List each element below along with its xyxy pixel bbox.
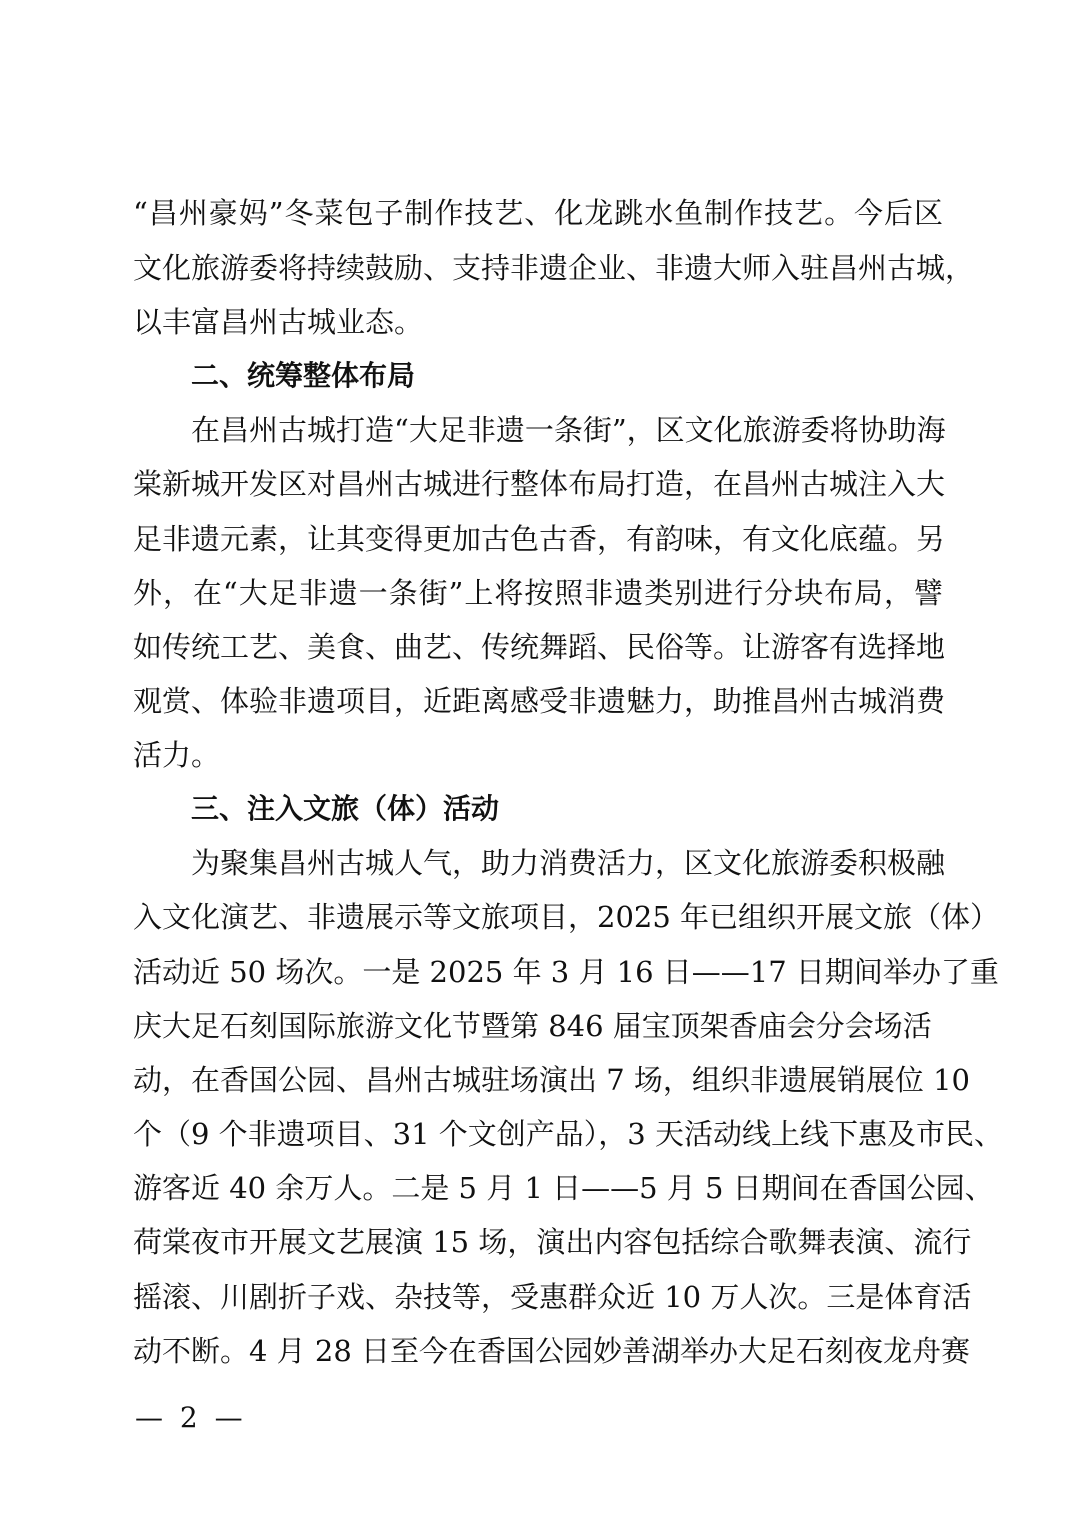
paragraph-2-line-7: 活力。 <box>133 738 221 772</box>
section-heading-2: 二、统筹整体布局 <box>191 359 416 392</box>
paragraph-3-line-6: 个（9 个非遗项目、31 个文创产品），3 天活动线上线下惠及市民、 <box>133 1117 1003 1151</box>
paragraph-2-line-5: 如传统工艺、美食、曲艺、传统舞蹈、民俗等。让游客有选择地 <box>133 630 946 664</box>
paragraph-3-line-9: 摇滚、川剧折子戏、杂技等，受惠群众近 10 万人次。三是体育活 <box>133 1280 972 1314</box>
paragraph-3-line-8: 荷棠夜市开展文艺展演 15 场，演出内容包括综合歌舞表演、流行 <box>133 1225 972 1259</box>
paragraph-3-line-1: 为聚集昌州古城人气，助力消费活力，区文化旅游委积极融 <box>191 846 946 880</box>
paragraph-2-line-3: 足非遗元素，让其变得更加古色古香，有韵味，有文化底蕴。另 <box>133 522 946 556</box>
paragraph-2-line-2: 棠新城开发区对昌州古城进行整体布局打造，在昌州古城注入大 <box>133 467 946 501</box>
paragraph-1-line-2: 文化旅游委将持续鼓励、支持非遗企业、非遗大师入驻昌州古城， <box>133 251 975 285</box>
section-heading-3: 三、注入文旅（体）活动 <box>191 792 500 825</box>
paragraph-1-line-1: “昌州豪妈”冬菜包子制作技艺、化龙跳水鱼制作技艺。今后区 <box>133 196 943 230</box>
paragraph-2-line-4: 外，在“大足非遗一条街”上将按照非遗类别进行分块布局，譬 <box>133 576 943 610</box>
paragraph-3-line-4: 庆大足石刻国际旅游文化节暨第 846 届宝顶架香庙会分会场活 <box>133 1009 932 1043</box>
page-number: — 2 — <box>135 1401 247 1434</box>
paragraph-1-line-3: 以丰富昌州古城业态。 <box>133 305 424 339</box>
paragraph-3-line-10: 动不断。4 月 28 日至今在香国公园妙善湖举办大足石刻夜龙舟赛 <box>133 1334 971 1368</box>
paragraph-3-line-2: 入文化演艺、非遗展示等文旅项目，2025 年已组织开展文旅（体） <box>133 900 1000 934</box>
paragraph-3-line-5: 动，在香国公园、昌州古城驻场演出 7 场，组织非遗展销展位 10 <box>133 1063 971 1097</box>
paragraph-3-line-3: 活动近 50 场次。一是 2025 年 3 月 16 日——17 日期间举办了重 <box>133 955 999 989</box>
paragraph-2-line-1: 在昌州古城打造“大足非遗一条街”，区文化旅游委将协助海 <box>191 413 946 447</box>
paragraph-3-line-7: 游客近 40 余万人。二是 5 月 1 日——5 月 5 日期间在香国公园、 <box>133 1171 994 1205</box>
paragraph-2-line-6: 观赏、体验非遗项目，近距离感受非遗魅力，助推昌州古城消费 <box>133 684 946 718</box>
